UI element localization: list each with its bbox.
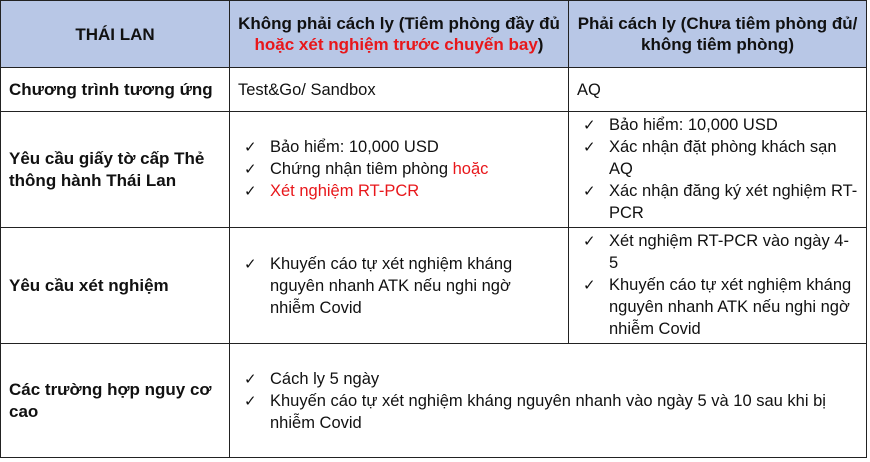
- list-item: ✓ Bảo hiểm: 10,000 USD: [583, 116, 778, 134]
- list-item: ✓ Khuyến cáo tự xét nghiệm kháng nguyên nhanh ATK nếu nghi ngờ nhiễm Covid: [244, 254, 513, 317]
- testing-quarantine: [569, 228, 867, 344]
- check-icon: ✓: [583, 138, 596, 156]
- check-icon: ✓: [583, 276, 596, 294]
- table-row-program: [1, 68, 867, 112]
- header-no-quarantine: Không phải cách ly (Tiêm phòng đầy đủ hoặc xét nghiệm trước chuyến bay): [230, 1, 569, 68]
- list-item: ✓ Xét nghiệm RT-PCR: [244, 182, 420, 200]
- check-icon: ✓: [244, 160, 257, 178]
- table-row-documents: [1, 112, 867, 228]
- program-quarantine: AQ: [569, 68, 867, 112]
- check-icon: ✓: [244, 182, 257, 200]
- table-row-high-risk: [1, 344, 867, 458]
- check-icon: ✓: [244, 138, 257, 156]
- list-item: ✓ Xác nhận đặt phòng khách sạn AQ: [583, 138, 837, 178]
- documents-no-quarantine: [230, 112, 569, 228]
- table-row-testing: [1, 228, 867, 344]
- list-item: ✓ Khuyến cáo tự xét nghiệm kháng nguyên nhanh ATK nếu nghi ngờ nhiễm Covid: [583, 276, 852, 338]
- header-red-text: hoặc xét nghiệm trước chuyến bay: [254, 35, 538, 54]
- list-item: ✓ Bảo hiểm: 10,000 USD: [244, 138, 439, 156]
- list-item: ✓ Chứng nhận tiêm phòng hoặc: [244, 160, 489, 178]
- row-label-high-risk: Các trường hợp nguy cơ cao: [1, 344, 230, 458]
- header-row: [1, 1, 867, 68]
- list-item: ✓ Cách ly 5 ngày: [244, 369, 380, 388]
- header-country: THÁI LAN: [1, 1, 230, 68]
- list-item: ✓ Khuyến cáo tự xét nghiệm kháng nguyên nhanh vào ngày 5 và 10 sau khi bị nhiễm Covid: [244, 391, 826, 432]
- check-icon: ✓: [244, 369, 257, 388]
- row-label-documents: Yêu cầu giấy tờ cấp Thẻ thông hành Thái Lan: [1, 112, 230, 228]
- row-label-testing: Yêu cầu xét nghiệm: [1, 228, 230, 344]
- list-item: ✓ Xác nhận đăng ký xét nghiệm RT-PCR: [583, 182, 858, 222]
- check-icon: ✓: [583, 232, 596, 250]
- program-no-quarantine: Test&Go/ Sandbox: [230, 68, 569, 112]
- check-icon: ✓: [583, 182, 596, 200]
- check-icon: ✓: [244, 391, 257, 410]
- documents-quarantine: [569, 112, 867, 228]
- row-label-program: Chương trình tương ứng: [1, 68, 230, 112]
- high-risk-content: [230, 344, 867, 458]
- testing-no-quarantine: [230, 228, 569, 344]
- list-item: ✓ Xét nghiệm RT-PCR vào ngày 4-5: [583, 232, 849, 272]
- check-icon: ✓: [244, 254, 257, 273]
- header-quarantine: Phải cách ly (Chưa tiêm phòng đủ/ không tiêm phòng): [569, 1, 867, 68]
- check-icon: ✓: [583, 116, 596, 134]
